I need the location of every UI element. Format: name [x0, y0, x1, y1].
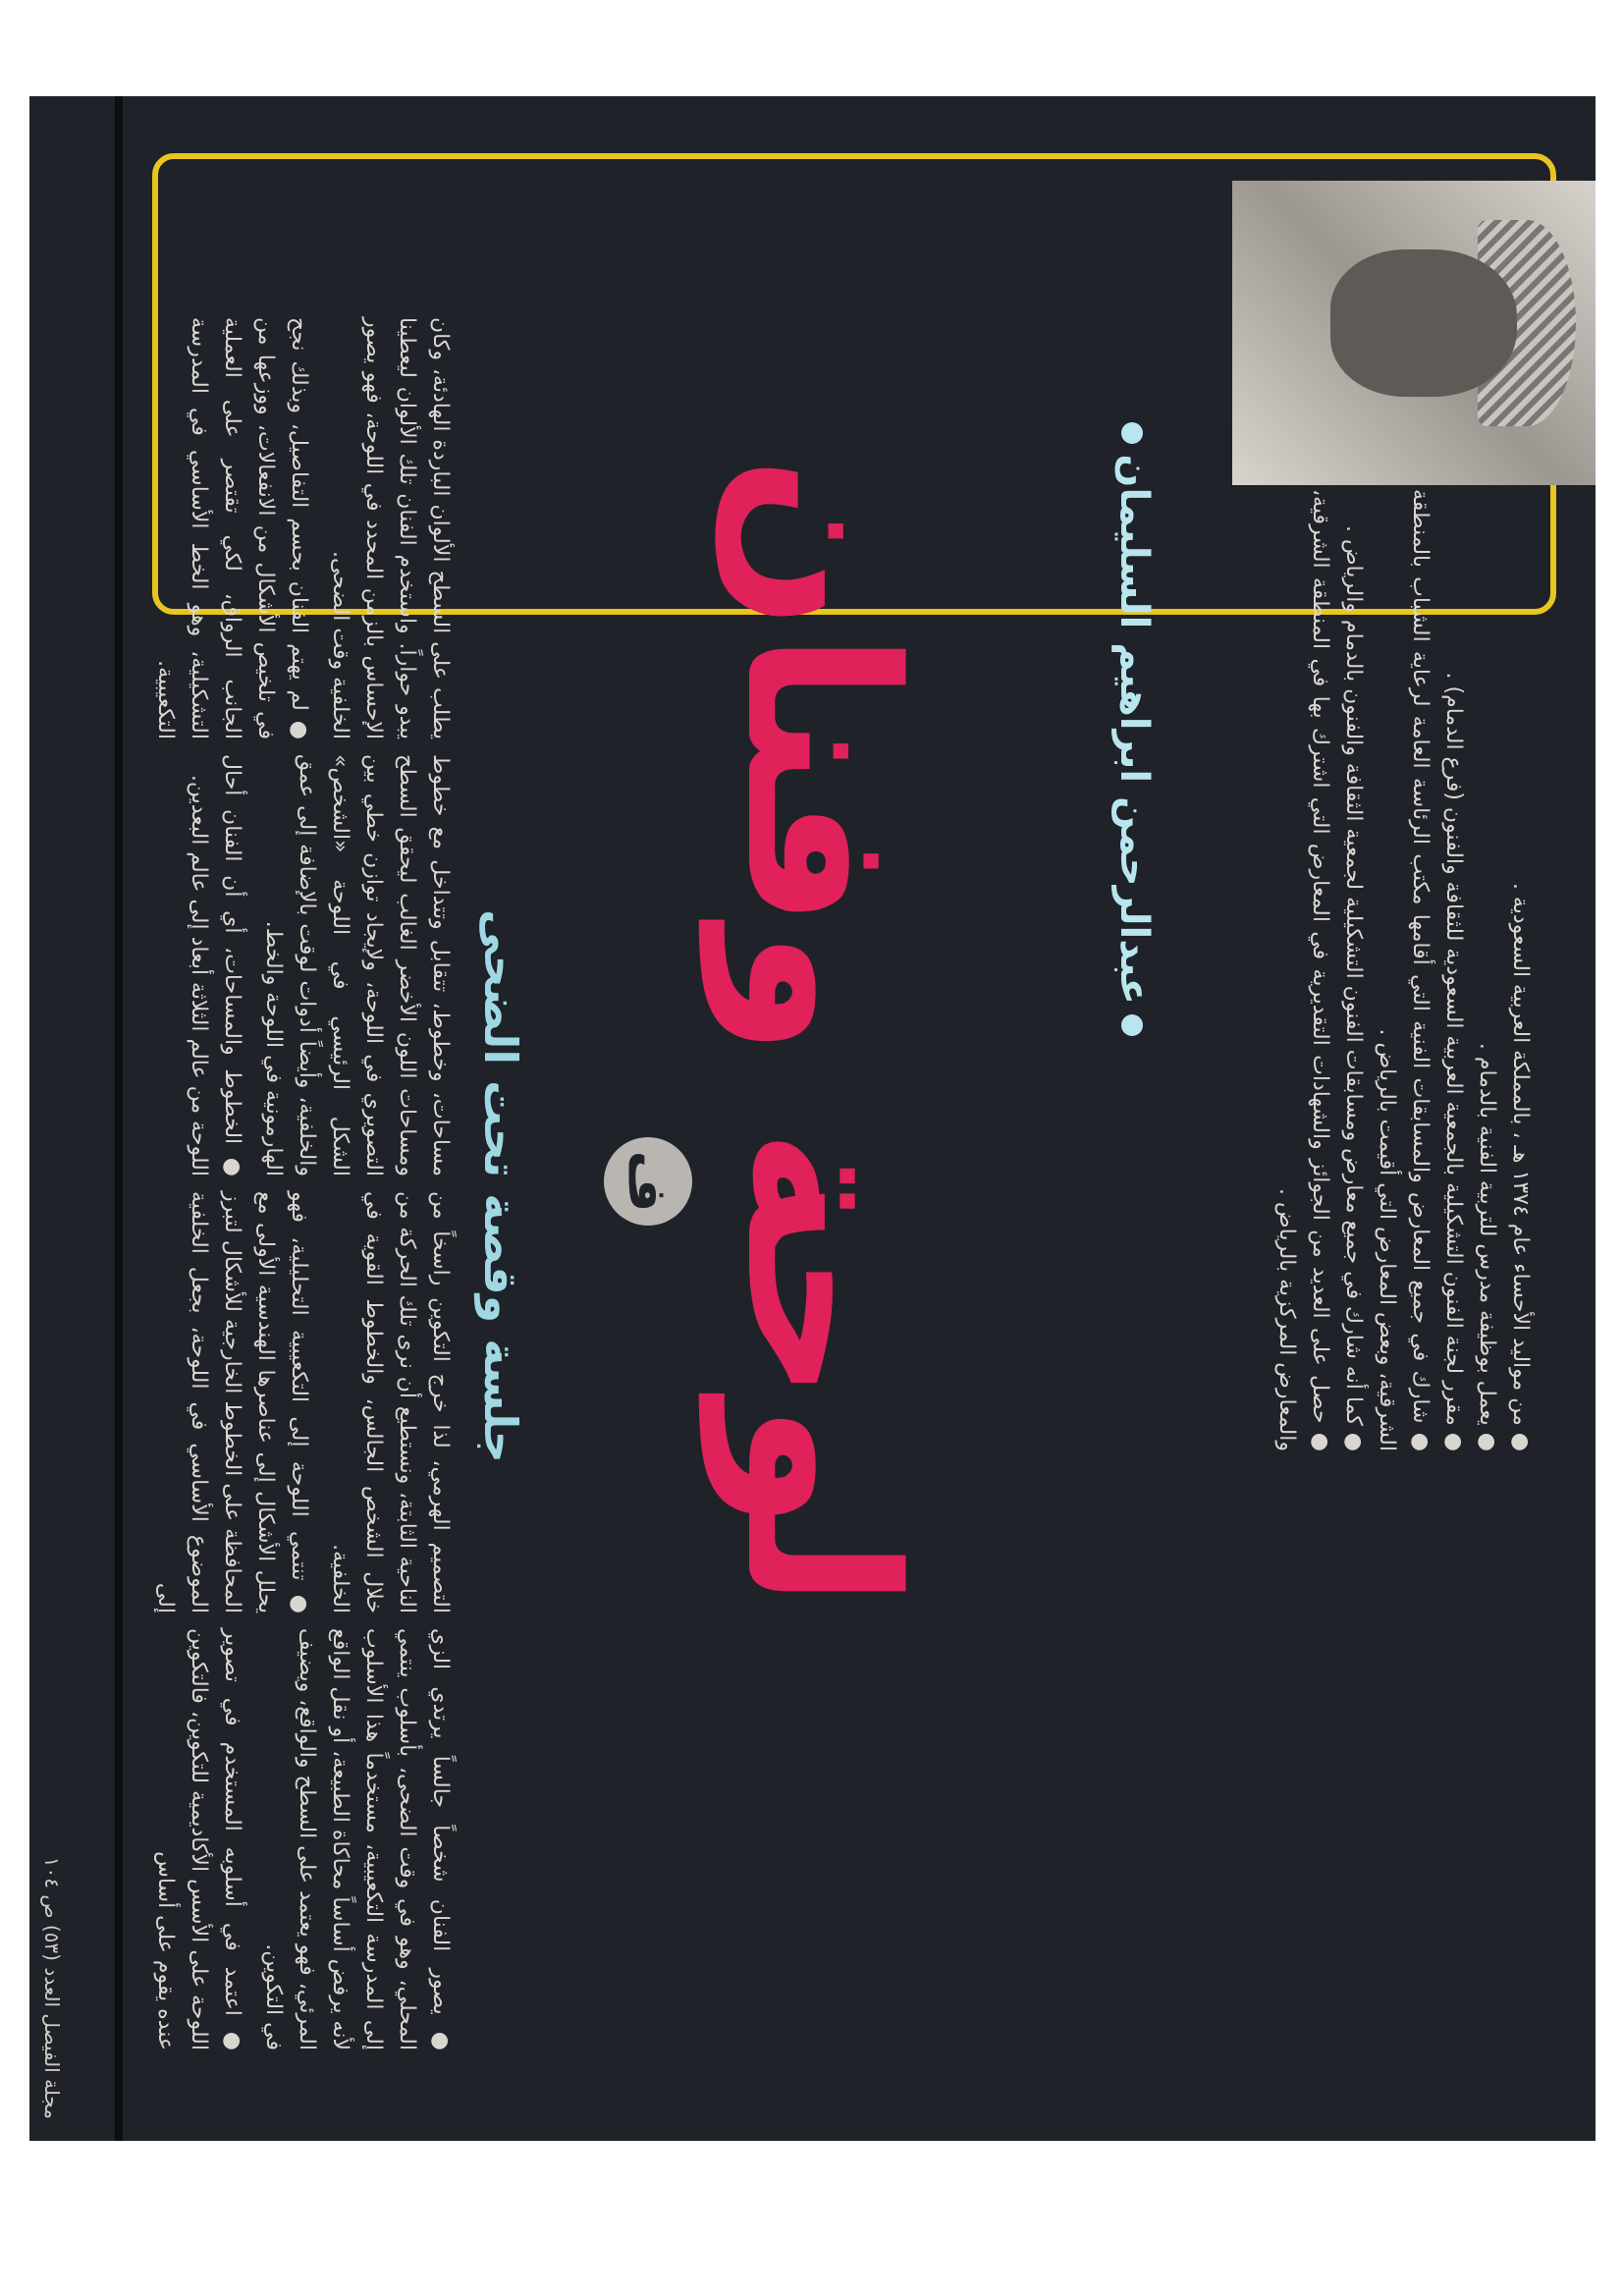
- page-footer: مجلة الفيصل العدد (٥٣) ص ١٠٤: [40, 1856, 64, 2119]
- title-block: [515, 455, 1006, 1609]
- column-paragraph: ● يصور الفنان شخصاً جالساً يرتدي الزي المحلي، وهو في وقت الضحى، بأسلوب ينتمي إلى المدرسة التكعيبية، مستخدماً هذا الأسلوب لأنه يرفض أساساً محاكاة الطبيعة، أو نقل الواقع المرئي، فهو يعتمد على السطح والواقع، ويضيف في التكوين.: [261, 1628, 453, 2050]
- column-paragraph: التصميم الهرمي، لذا خرج التكوين راسخاً من الناحية الثابتة، ونستطيع أن نرى تلك الحركة من خلال الشخص الجالس، والخطوط القوية في الخلفية.: [328, 1191, 453, 1613]
- bio-paragraph: ● حصل على العديد من الجوائز والشهادات التقديرية في المعارض التي اشترك بها في المنطقة الشرقية، والمعارض المركزية بالرياض .: [1274, 489, 1332, 1451]
- article-column-4: [64, 317, 457, 739]
- artist-name-text: عبدالرحمن ابراهيم السليمان: [1111, 454, 1157, 1005]
- magazine-page: [29, 96, 1596, 2141]
- column-paragraph: ● تنتمي اللوحة إلى التكعيبية التحليلية، فهو يحلل الأشكال إلى عناصرها الهندسية الأولى مع المحافظة على الخطوط الخارجية للأشكال لتبرز الموضوع الأساسي في اللوحة، بجعل الخلفية إلى: [153, 1191, 311, 1613]
- column-paragraph: ● لم يهتم الفنان بحسم التفاصيل، وبذلك نجح في تلخيص الأشكال من الانفعالات، ووزعها من الجانب الرواق، لكي تقتصر على العملية التشكيلية، وهو الخط الأساسي في المدرسة التكعيبية.: [153, 317, 311, 739]
- bio-paragraph: ● من مواليد الأحساء عام ١٣٧٤ هـ ، بالمملكة العربية السعودية .: [1508, 882, 1533, 1451]
- bio-paragraph: ● كما أنه شارك في جميع معارض ومسابقات الفنون التشكيلية لجمعية الثقافة والفنون بالدمام والرياض .: [1341, 524, 1366, 1451]
- bio-paragraph: ● مقرر لجنة الفنون التشكيلية بالجمعية العربية السعودية للثقافة والفنون (فرع الدمام) .: [1441, 672, 1466, 1451]
- article-column-2: [64, 1191, 457, 1613]
- page-title: لوحة وفنان: [700, 455, 941, 1609]
- column-paragraph: ● الخطوط والمساحات، أي أن الفنان أحال اللوحة من عالم الثلاثة أبعاد إلى عالم البعدين.: [187, 754, 244, 1176]
- column-paragraph: يطلب على السطح الألوان الباردة الهادئة، وكان يبدو حواراً. واستخدم الفنان تلك الألوان ليعطينا الإحساس بالزمن المحدد في اللوحة، فهو يصور الخلفية وقت الضحى.: [328, 317, 453, 739]
- footer-bar: [115, 96, 123, 2141]
- column-paragraph: مساحات، وخطوط، تتقابل وتتداخل مع خطوط ومساحات اللون الأخضر الغالب ليحقق السطح التصويري في اللوحة، ولإيجاد توازن خطي بين الشكل الرئيسي في اللوحة «الشخص» والخلفية، وأيضاً أدوات لوقت بالإضافة إلى عمق الهارمونية في اللوحة والخط.: [261, 754, 453, 1176]
- bio-paragraph: ● يعمل بوظيفة مدرس للتربية الفنية بالدمام .: [1475, 1042, 1499, 1451]
- subtitle: جلسة وقصة تحت الضحى: [474, 909, 527, 1463]
- artist-name: [1105, 454, 1163, 1058]
- article-column-3: [64, 754, 457, 1176]
- bio-text: [1173, 489, 1537, 1451]
- face-shape: [1330, 249, 1517, 397]
- dot-icon: [1121, 1014, 1143, 1036]
- rotated-spread: [29, 96, 1596, 2141]
- column-paragraph: ● اعتمد في أسلوبه المستخدم في تصوير اللوحة على الأسس الأكاديمية للتكوين، فالتكوين عنده يقوم على أساس: [153, 1628, 244, 2050]
- dot-icon: [1121, 422, 1143, 444]
- magazine-logo-icon: ف: [604, 1137, 692, 1226]
- artist-photo: [1232, 181, 1596, 485]
- article-column-1: [64, 1628, 457, 2050]
- bio-paragraph: ● شارك في جميع المعارض والمسابقات الفنية التي أقامها مكتب الرئاسة العامة لرعاية الشباب بالمنطقة الشرقية، وبعض المعارض التي أقيمت بالرياض .: [1375, 489, 1433, 1451]
